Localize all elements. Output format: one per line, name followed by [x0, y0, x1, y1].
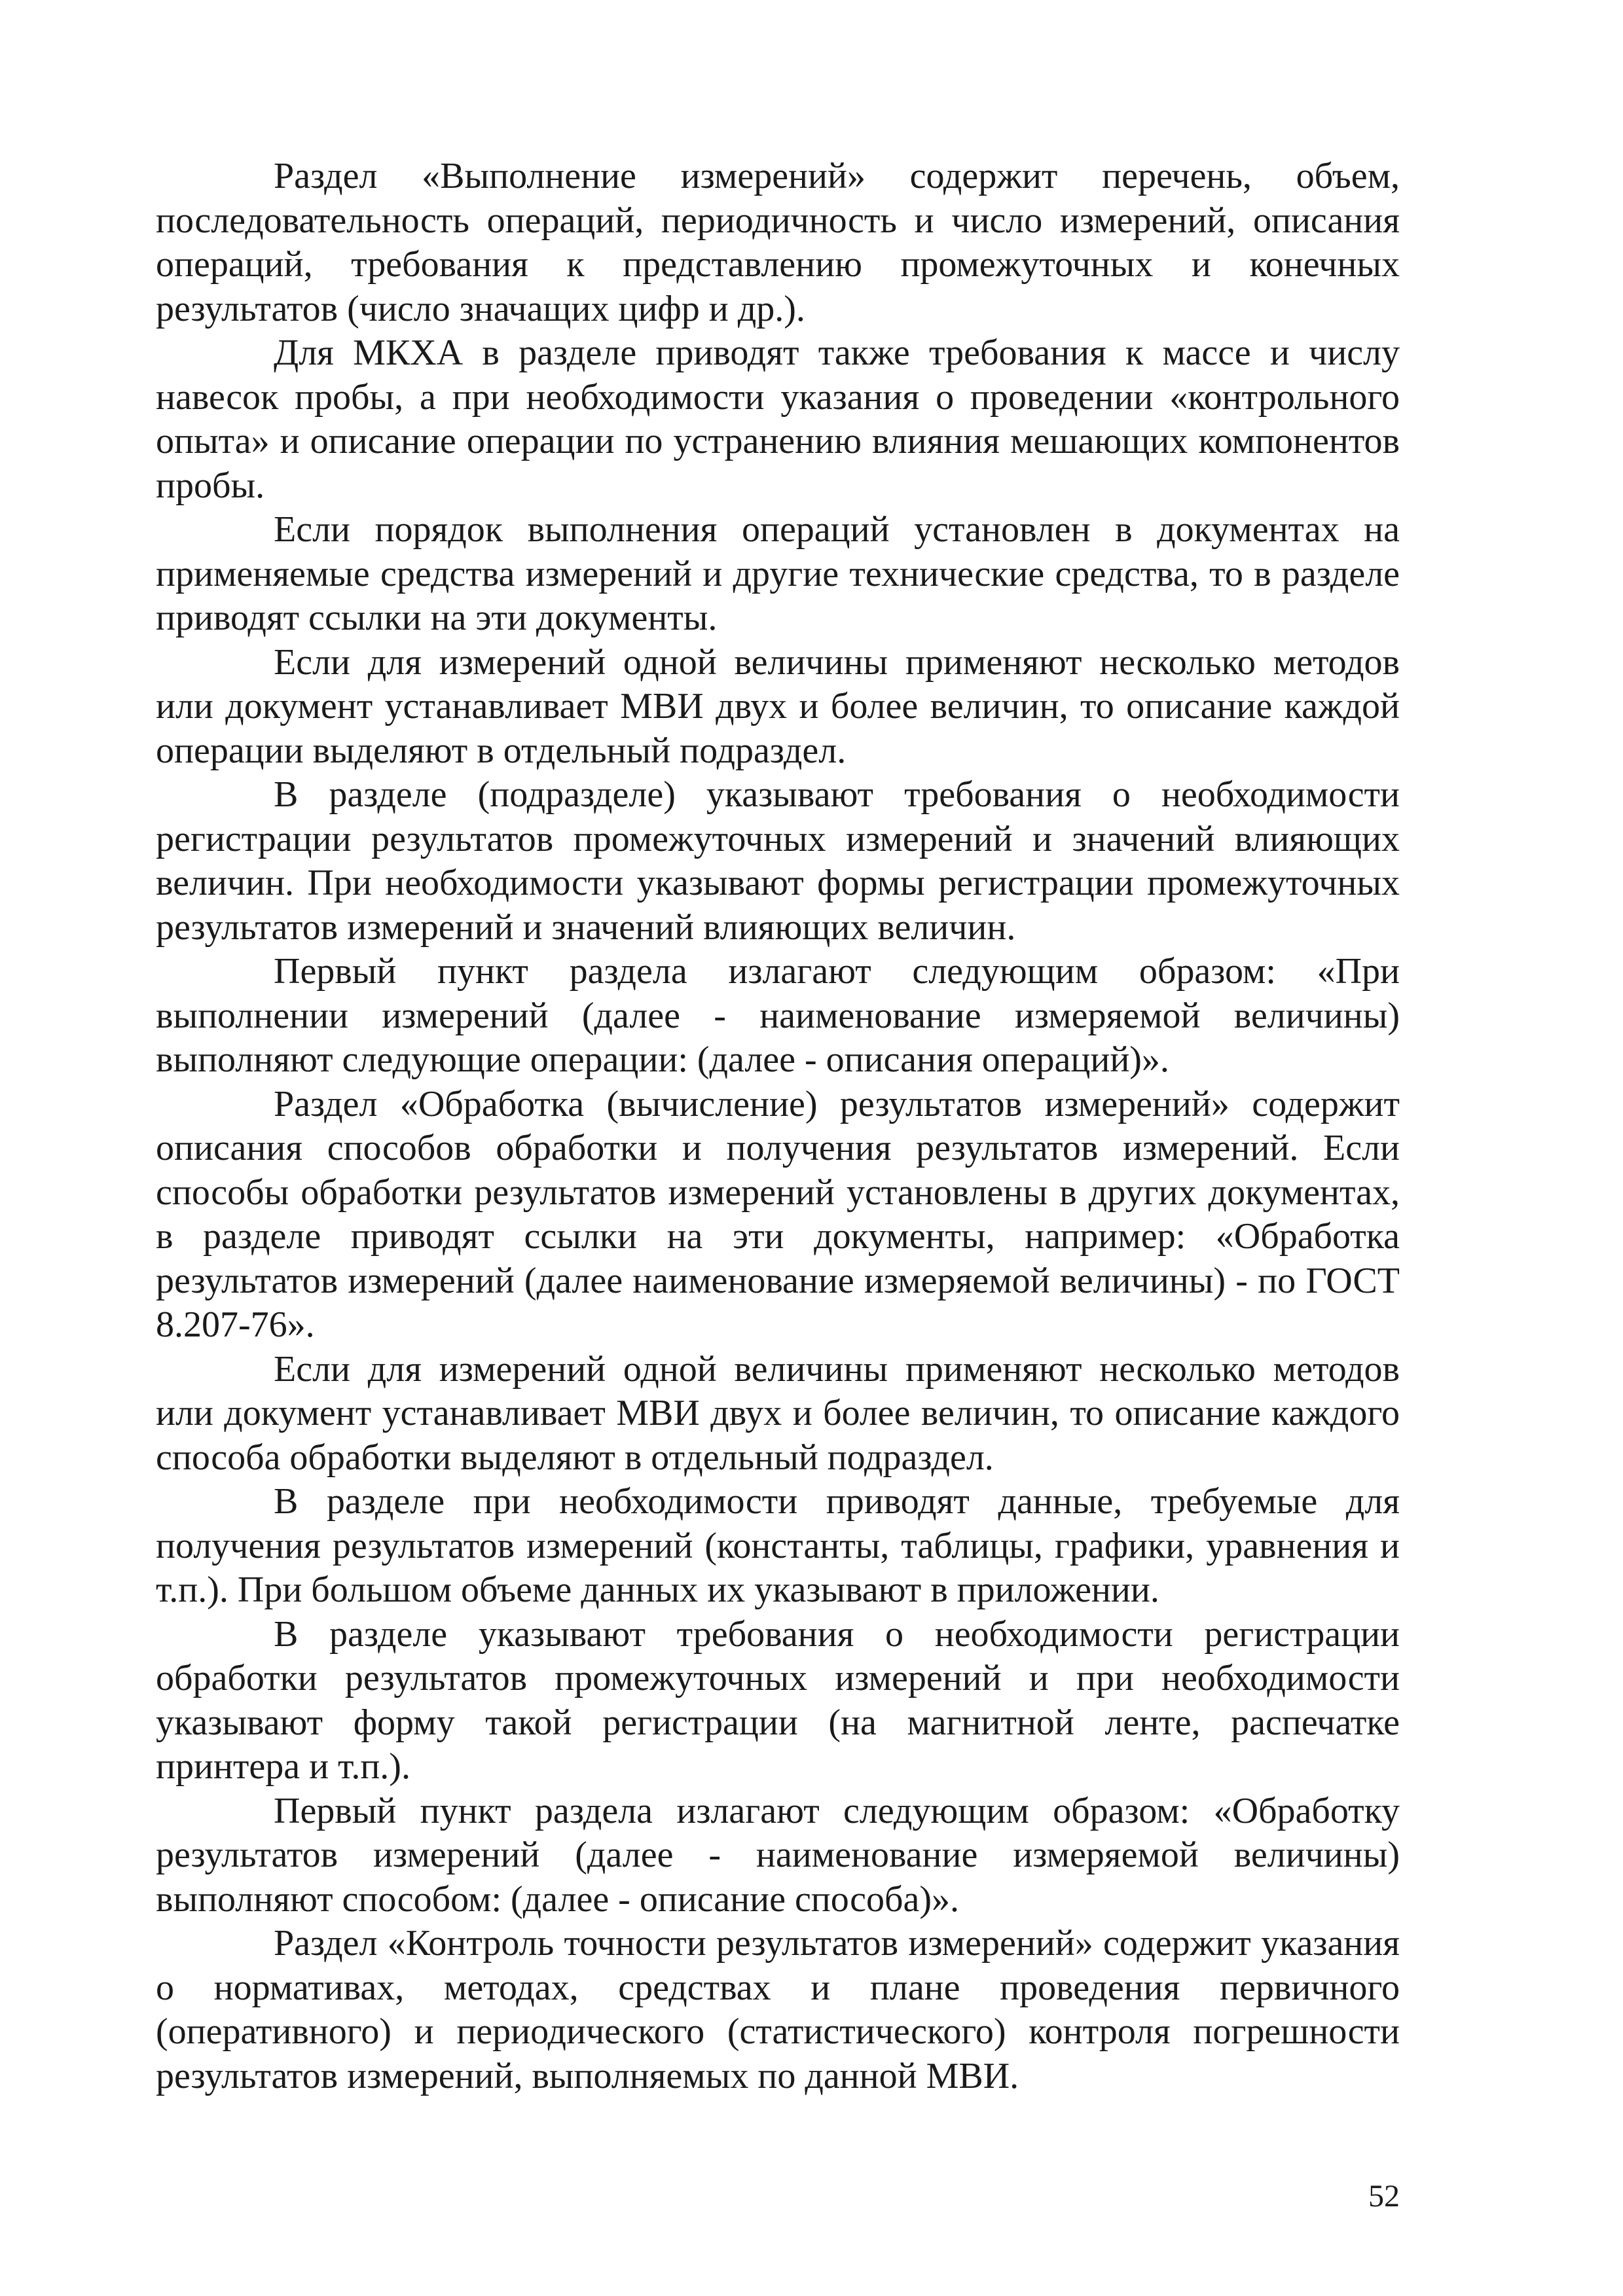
body-text	[156, 154, 1400, 2098]
paragraph-registration-requirements: В разделе (подразделе) указывают требования о необходимости регистрации результатов промежуточных измерений и значений влияющих величин. При необходимости указывают формы регистрации промежуточных результатов измерений и значений влияющих величин.	[156, 774, 1400, 948]
paragraph-measurements-section: Раздел «Выполнение измерений» содержит перечень, объем, последовательность операций, периодичность и число измерений, описания операций, требования к представлению промежуточных и конечных результатов (число значащих цифр и др.).	[156, 156, 1400, 329]
paragraph-first-item-processing: Первый пункт раздела излагают следующим образом: «Обработку результатов измерений (далее - наименование измеряемой величины) выполняют способом: (далее - описание способа)».	[156, 1790, 1400, 1920]
paragraph-processing-registration: В разделе указывают требования о необходимости регистрации обработки результатов промежуточных измерений и при необходимости указывают форму такой регистрации (на магнитной ленте, распечатке принтера и т.п.).	[156, 1613, 1400, 1787]
paragraph-multiple-methods-operations: Если для измерений одной величины применяют несколько методов или документ устанавливает МВИ двух и более величин, то описание каждой операции выделяют в отдельный подраздел.	[156, 641, 1400, 771]
paragraph-mkha-requirements: Для МКХА в разделе приводят также требования к массе и числу навесок пробы, а при необходимости указания о проведении «контрольного опыта» и описание операции по устранению влияния мешающих компонентов пробы.	[156, 332, 1400, 506]
paragraph-operation-order-references: Если порядок выполнения операций установлен в документах на применяемые средства измерений и другие технические средства, то в разделе приводят ссылки на эти документы.	[156, 509, 1400, 638]
paragraph-first-item-measurements: Первый пункт раздела излагают следующим образом: «При выполнении измерений (далее - наименование измеряемой величины) выполняют следующие операции: (далее - описания операций)».	[156, 951, 1400, 1080]
paragraph-multiple-methods-processing: Если для измерений одной величины применяют несколько методов или документ устанавливает МВИ двух и более величин, то описание каждого способа обработки выделяют в отдельный подраздел.	[156, 1348, 1400, 1478]
page-number: 52	[1368, 2179, 1400, 2214]
paragraph-processing-section: Раздел «Обработка (вычисление) результатов измерений» содержит описания способов обработки и получения результатов измерений. Если способы обработки результатов измерений установлены в других документах, в разделе приводят ссылки на эти документы, например: «Обработка результатов измерений (далее наименование измеряемой величины) - по ГОСТ 8.207-76».	[156, 1083, 1400, 1345]
paragraph-accuracy-control-section: Раздел «Контроль точности результатов измерений» содержит указания о нормативах, методах, средствах и плане проведения первичного (оперативного) и периодического (статистического) контроля погрешности результатов измерений, выполняемых по данной МВИ.	[156, 1923, 1400, 2096]
paragraph-processing-data: В разделе при необходимости приводят данные, требуемые для получения результатов измерений (константы, таблицы, графики, уравнения и т.п.). При большом объеме данных их указывают в приложении.	[156, 1481, 1400, 1610]
